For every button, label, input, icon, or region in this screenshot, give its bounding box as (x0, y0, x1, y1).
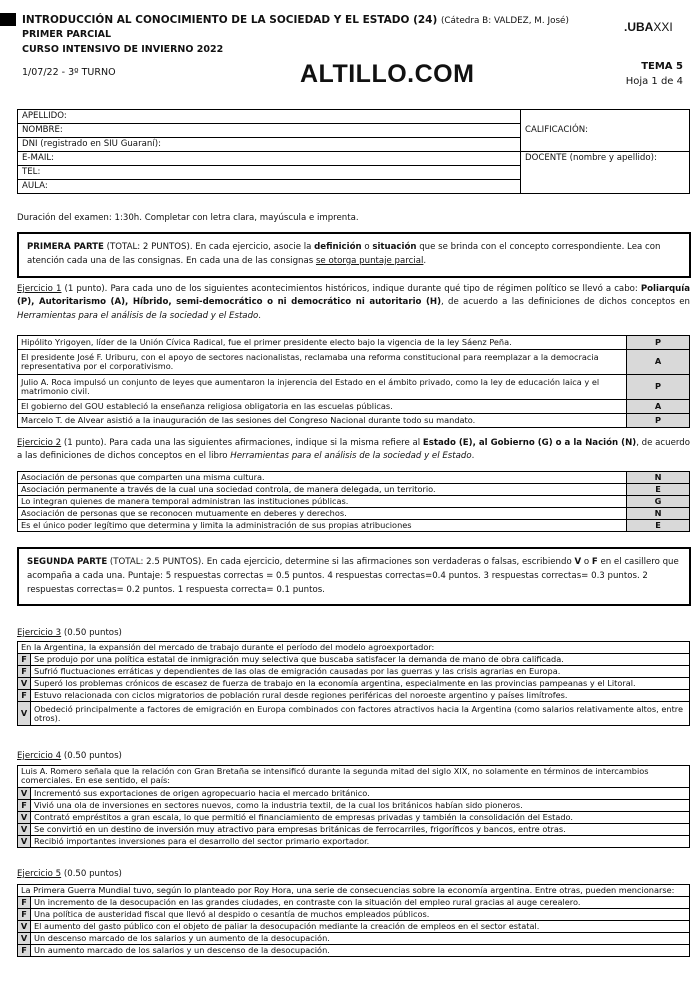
student-id-form (17, 109, 690, 194)
catedra: (Cátedra B: VALDEZ, M. José) (440, 16, 569, 26)
watermark-logo: ALTILLO.COM (300, 60, 475, 88)
table-row: Asociación de personas que se reconocen mutuamente en deberes y derechos. N (18, 508, 690, 520)
exercise-1-table (17, 335, 690, 428)
vf-cell[interactable]: V (18, 921, 31, 933)
duration-note: Duración del examen: 1:30h. Completar con letra clara, mayúscula e imprenta. (17, 213, 359, 223)
exercise-4-table (17, 765, 690, 848)
answer-cell[interactable]: A (627, 400, 690, 414)
answer-cell[interactable]: E (627, 484, 690, 496)
calificacion-field[interactable]: CALIFICACIÓN: (521, 110, 690, 152)
table-row: Marcelo T. de Alvear asistió a la inauguración de las sesiones del Congreso Nacional durante todo su mandato. P (18, 414, 690, 428)
table-row: V Contrató empréstitos a gran escala, lo que permitió el financiamiento de empresas privadas y también la consolidación del Estado. (18, 811, 690, 823)
table-row: El gobierno del GOU estableció la enseñanza religiosa obligatoria en las escuelas públicas. A (18, 400, 690, 414)
vf-cell[interactable]: F (18, 666, 31, 678)
apellido-field[interactable]: APELLIDO: (18, 110, 521, 124)
vf-cell[interactable]: V (18, 835, 31, 847)
answer-cell[interactable]: N (627, 472, 690, 484)
docente-field[interactable]: DOCENTE (nombre y apellido): (521, 152, 690, 194)
vf-cell[interactable]: F (18, 897, 31, 909)
part1-instructions: PRIMERA PARTE (TOTAL: 2 PUNTOS). En cada ejercicio, asocie la definición o situación que se brinda con el concepto correspondiente. Lea con atención cada una de las consignas. En cada una de las consignas se otorga puntaje parcial. (17, 232, 691, 278)
table-row: F Sufrió fluctuaciones erráticas y dependientes de las olas de emigración causadas por las guerras y las crisis agrarias en Europa. (18, 666, 690, 678)
answer-cell[interactable]: P (627, 336, 690, 350)
table-row: Asociación permanente a través de la cual una sociedad controla, de manera delegada, un territorio. E (18, 484, 690, 496)
vf-cell[interactable]: V (18, 823, 31, 835)
vf-cell[interactable]: F (18, 799, 31, 811)
answer-cell[interactable]: P (627, 375, 690, 400)
exercise-3-table (17, 641, 690, 726)
course-title: INTRODUCCIÓN AL CONOCIMIENTO DE LA SOCIEDAD Y EL ESTADO (24) (Cátedra B: VALDEZ, M. José) (22, 14, 569, 26)
vf-cell[interactable]: F (18, 690, 31, 702)
table-row: V Obedeció principalmente a factores de emigración en Europa combinados con factores atractivos hacia la Argentina (como salarios relativamente altos, entre otros). (18, 702, 690, 726)
exercise-2-table (17, 471, 690, 532)
aula-field[interactable]: AULA: (18, 180, 521, 194)
table-row: V El aumento del gasto público con el objeto de paliar la desocupación mediante la creación de empleos en el sector estatal. (18, 921, 690, 933)
vf-cell[interactable]: V (18, 702, 31, 726)
table-row: F Vivió una ola de inversiones en sectores nuevos, como la industria textil, de la cual los británicos habían sido pioneros. (18, 799, 690, 811)
answer-cell[interactable]: N (627, 508, 690, 520)
vf-cell[interactable]: V (18, 811, 31, 823)
nombre-field[interactable]: NOMBRE: (18, 124, 521, 138)
table-row: En la Argentina, la expansión del mercado de trabajo durante el período del modelo agroexportador: (18, 642, 690, 654)
table-row: F Un aumento marcado de los salarios y un descenso de la desocupación. (18, 945, 690, 957)
table-row: V Un descenso marcado de los salarios y un aumento de la desocupación. (18, 933, 690, 945)
table-row: Es el único poder legítimo que determina y limita la administración de sus propias atribuciones E (18, 520, 690, 532)
answer-cell[interactable]: G (627, 496, 690, 508)
table-row: F Estuvo relacionada con ciclos migratorios de población rural desde regiones periféricas del noroeste argentino y países limítrofes. (18, 690, 690, 702)
exercise-1-prompt: Ejercicio 1 (1 punto). Para cada uno de los siguientes acontecimientos históricos, indique durante qué tipo de régimen político se llevó a cabo: Poliarquía (P), Autoritarismo (A), Híbrido, semi-democrático o ni democrático ni autoritario (H), de acuerdo a las definiciones de dichos conceptos en Herramientas para el análisis de la sociedad y el Estado. (17, 284, 691, 321)
tema-label: TEMA 5 (641, 61, 683, 72)
table-row: F Una política de austeridad fiscal que llevó al despido o cesantía de muchos empleados públicos. (18, 909, 690, 921)
table-row: Julio A. Roca impulsó un conjunto de leyes que aumentaron la injerencia del Estado en el ámbito privado, como la ley de educación laica y el matrimonio civil. P (18, 375, 690, 400)
exercise-5-label: Ejercicio 5 (0.50 puntos) (17, 869, 122, 879)
vf-cell[interactable]: V (18, 678, 31, 690)
exercise-4-label: Ejercicio 4 (0.50 puntos) (17, 751, 122, 761)
table-row: V Recibió importantes inversiones para el desarrollo del sector primario exportador. (18, 835, 690, 847)
vf-cell[interactable]: F (18, 654, 31, 666)
header-black-mark (0, 13, 16, 26)
exercise-5-table (17, 884, 690, 957)
exercise-3-label: Ejercicio 3 (0.50 puntos) (17, 628, 122, 638)
table-row: V Se convirtió en un destino de inversión muy atractivo para empresas británicas de ferrocarriles, frigoríficos y bancos, entre otras. (18, 823, 690, 835)
tel-field[interactable]: TEL: (18, 166, 521, 180)
answer-cell[interactable]: A (627, 350, 690, 375)
table-row: Asociación de personas que comparten una misma cultura. N (18, 472, 690, 484)
exam-name: PRIMER PARCIAL (22, 29, 112, 40)
table-row: Luis A. Romero señala que la relación con Gran Bretaña se intensificó durante la segunda mitad del siglo XIX, no solamente en términos de intercambios comerciales. En ese sentido, el país: (18, 766, 690, 788)
table-row: La Primera Guerra Mundial tuvo, según lo planteado por Roy Hora, una serie de consecuencias sobre la economía argentina. Entre otras, pueden mencionarse: (18, 885, 690, 897)
course-name: CURSO INTENSIVO DE INVIERNO 2022 (22, 44, 224, 55)
table-row: V Superó los problemas crónicos de escasez de fuerza de trabajo en la economía argentina, especialmente en las provincias pampeanas y el Litoral. (18, 678, 690, 690)
exam-date-turn: 1/07/22 - 3º TURNO (22, 67, 116, 78)
uba-logo: .UBAXXI (624, 20, 673, 34)
page-counter: Hoja 1 de 4 (625, 76, 683, 87)
answer-cell[interactable]: E (627, 520, 690, 532)
dni-field[interactable]: DNI (registrado en SIU Guaraní): (18, 138, 521, 152)
table-row: El presidente José F. Uriburu, con el apoyo de sectores nacionalistas, reclamaba una reforma constitucional para reemplazar a la democracia representativa por el corporativismo. A (18, 350, 690, 375)
vf-cell[interactable]: V (18, 933, 31, 945)
vf-cell[interactable]: F (18, 909, 31, 921)
vf-cell[interactable]: V (18, 787, 31, 799)
vf-cell[interactable]: F (18, 945, 31, 957)
email-field[interactable]: E-MAIL: (18, 152, 521, 166)
table-row: F Se produjo por una política estatal de inmigración muy selectiva que buscaba satisfacer la demanda de mano de obra calificada. (18, 654, 690, 666)
table-row: V Incrementó sus exportaciones de origen agropecuario hacia el mercado británico. (18, 787, 690, 799)
exercise-2-prompt: Ejercicio 2 (1 punto). Para cada una las siguientes afirmaciones, indique si la misma refiere al Estado (E), al Gobierno (G) o a la Nación (N), de acuerdo a las definiciones de dichos conceptos en el libro Herramientas para el análisis de la sociedad y el Estado. (17, 438, 690, 462)
table-row: F Un incremento de la desocupación en las grandes ciudades, en contraste con la situación del empleo rural gracias al auge cerealero. (18, 897, 690, 909)
table-row: Hipólito Yrigoyen, líder de la Unión Cívica Radical, fue el primer presidente electo bajo la vigencia de la ley Sáenz Peña. P (18, 336, 690, 350)
part2-instructions: SEGUNDA PARTE (TOTAL: 2.5 PUNTOS). En cada ejercicio, determine si las afirmaciones son verdaderas o falsas, escribiendo V o F en el casillero que acompaña a cada una. Puntaje: 5 respuestas correctas = 0.5 puntos. 4 respuestas correctas=0.4 puntos. 3 respuestas correctas= 0.3 puntos. 2 respuestas correctas= 0.2 puntos. 1 respuesta correcta= 0.1 puntos. (17, 547, 691, 606)
table-row: Lo integran quienes de manera temporal administran las instituciones públicas. G (18, 496, 690, 508)
answer-cell[interactable]: P (627, 414, 690, 428)
